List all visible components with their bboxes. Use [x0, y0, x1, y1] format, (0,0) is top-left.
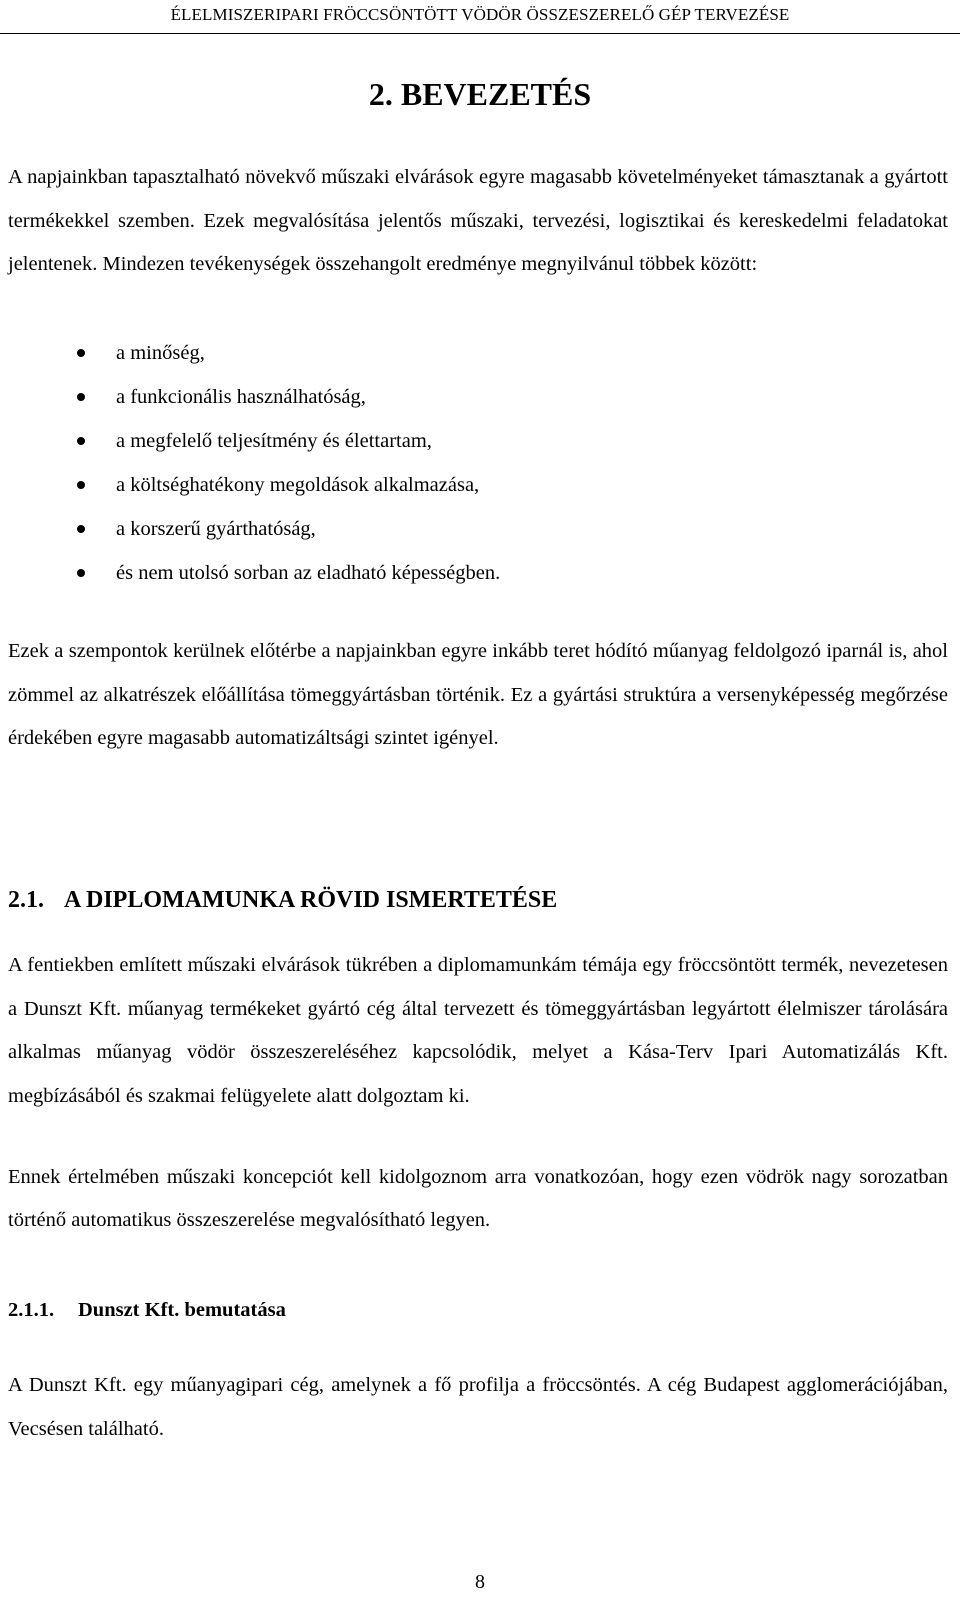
list-item [0, 507, 960, 551]
bullet-icon [77, 481, 85, 489]
page-number: 8 [475, 1571, 485, 1593]
list-item-text: a korszerű gyárthatóság, [116, 518, 316, 540]
concept-paragraph: Ennek értelmében műszaki koncepciót kell kidolgoznom arra vonatkozóan, hogy ezen vödrök nagy sorozatban történő automatikus összeszerelése megvalósítható legyen. [8, 1166, 948, 1231]
subsection-title: Dunszt Kft. bemutatása [78, 1299, 286, 1321]
company-paragraph: A Dunszt Kft. egy műanyagipari cég, amelynek a fő profilja a fröccsöntés. A cég Budapest agglomerációjában, Vecsésen található. [8, 1374, 948, 1440]
list-item-text: a költséghatékony megoldások alkalmazása, [116, 474, 480, 496]
list-item [0, 375, 960, 419]
subsection-number: 2.1.1. [8, 1299, 55, 1321]
section-number: 2.1. [8, 887, 44, 913]
bullet-icon [77, 349, 85, 357]
section-title: A DIPLOMAMUNKA RÖVID ISMERTETÉSE [64, 887, 558, 913]
list-item-text: a megfelelő teljesítmény és élettartam, [116, 430, 432, 452]
section-heading-2-1 [8, 880, 557, 920]
list-item-text: a funkcionális használhatóság, [116, 386, 366, 408]
bullet-icon [77, 525, 85, 533]
running-header: ÉLELMISZERIPARI FRÖCCSÖNTÖTT VÖDÖR ÖSSZESZERELŐ GÉP TERVEZÉSE [170, 5, 790, 24]
list-item [0, 419, 960, 463]
list-item-text: és nem utolsó sorban az eladható képességben. [116, 562, 501, 584]
header-divider [0, 33, 960, 34]
list-item [0, 463, 960, 507]
chapter-title: 2. BEVEZETÉS [368, 76, 592, 112]
section-heading-2-1-1 [8, 1290, 286, 1330]
list-item-text: a minőség, [116, 342, 205, 364]
bullet-list [0, 331, 960, 595]
bullet-icon [77, 393, 85, 401]
automation-paragraph: Ezek a szempontok kerülnek előtérbe a napjainkban egyre inkább teret hódító műanyag feldolgozó iparnál is, ahol zömmel az alkatrészek előállítása tömeggyártásban történik. Ez a gyártási struktúra a versenyképesség megőrzése érdekében egyre magasabb automatizáltsági szintet igényel. [8, 640, 948, 749]
thesis-topic-paragraph: A fentiekben említett műszaki elvárások tükrében a diplomamunkám témája egy fröccsöntött termék, nevezetesen a Dunszt Kft. műanyag termékeket gyártó cég által tervezett és tömeggyártásban legyártott élelmiszer tárolására alkalmas műanyag vödör összeszereléséhez kapcsolódik, melyet a Kása-Terv Ipari Automatizálás Kft. megbízásából és szakmai felügyelete alatt dolgoztam ki. [8, 954, 948, 1107]
list-item [0, 331, 960, 375]
bullet-icon [77, 569, 85, 577]
intro-paragraph: A napjainkban tapasztalható növekvő műszaki elvárások egyre magasabb követelményeket támasztanak a gyártott termékekkel szemben. Ezek megvalósítása jelentős műszaki, tervezési, logisztikai és kereskedelmi feladatokat jelentenek. Mindezen tevékenységek összehangolt eredménye megnyilvánul többek között: [8, 166, 948, 275]
bullet-icon [77, 437, 85, 445]
list-item [0, 551, 960, 595]
